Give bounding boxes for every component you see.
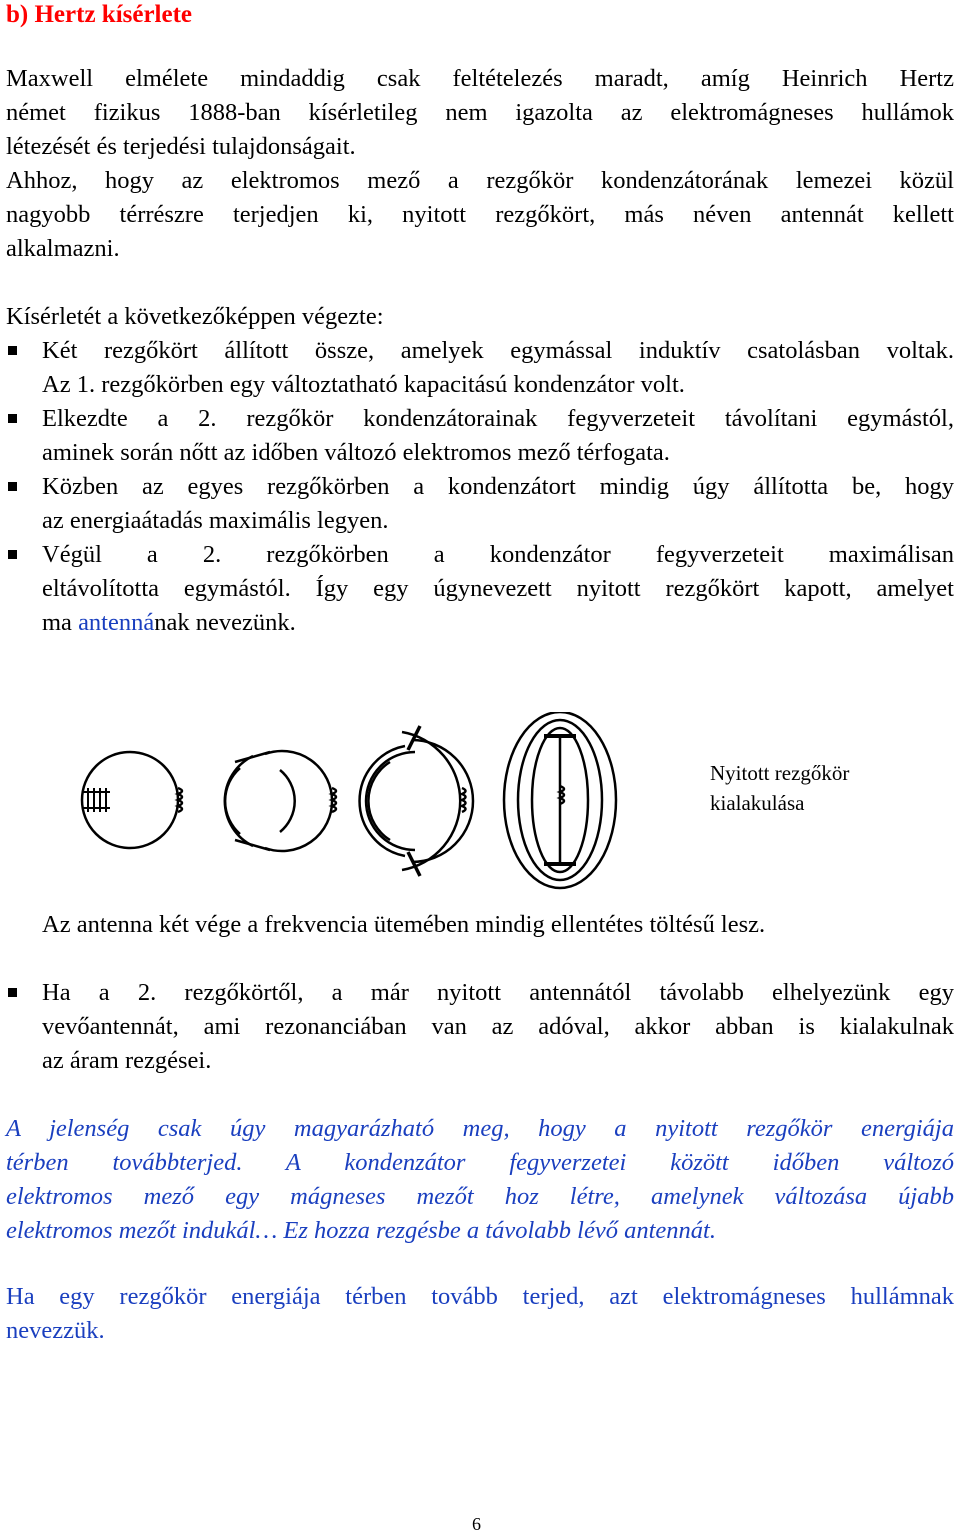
figure-caption-line: Nyitott rezgőkör [710, 761, 850, 785]
bullet-line: eltávolította egymástól. Így egy úgynevezett nyitott rezgőkört kapott, amelyet [42, 575, 954, 602]
bullet-item [6, 334, 954, 402]
intro-line: német fizikus 1888-ban kísérletileg nem igazolta az elektromágneses hullámok [6, 99, 954, 126]
page-number: 6 [472, 1514, 481, 1534]
bullet-item-receiver [6, 976, 954, 1078]
bullet-line-last [42, 609, 296, 636]
bullet-line: vevőantennát, ami rezonanciában van az adóval, akkor abban is kialakulnak [42, 1013, 954, 1040]
bullet-line: Elkezdte a 2. rezgőkör kondenzátorainak fegyverzeteit távolítani egymástól, [42, 405, 954, 432]
antenna-line: nagyobb térrészre terjedjen ki, nyitott rezgőkört, más néven antennát kellett [6, 201, 954, 228]
antenna-line: alkalmazni. [6, 235, 120, 262]
stage-closed-circuit [82, 752, 182, 848]
antenna-line: Ahhoz, hogy az elektromos mező a rezgőkör kondenzátorának lemezei közül [6, 167, 954, 194]
bullet-line: Végül a 2. rezgőkörben a kondenzátor fegyverzeteit maximálisan [42, 541, 954, 568]
antenna-paragraph [6, 164, 954, 266]
stage-opening-circuit [225, 751, 336, 851]
bullet-square-icon [8, 482, 17, 491]
antenna-ends-text [42, 908, 954, 942]
text-fragment: nak nevezünk. [154, 609, 296, 636]
explanation-line: A jelenség csak úgy magyarázható meg, hogy a nyitott rezgőkör energiája [6, 1115, 954, 1142]
bullet-square-icon [8, 346, 17, 355]
bullet-line: Közben az egyes rezgőkörben a kondenzátort mindig úgy állította be, hogy [42, 473, 954, 500]
text-fragment: ma [42, 609, 79, 636]
experiment-intro [6, 300, 954, 334]
bullet-square-icon [8, 414, 17, 423]
stage-antenna [504, 712, 616, 888]
antenna-term: antenná [78, 609, 155, 636]
bullet-square-icon [8, 988, 17, 997]
bullet-line: aminek során nőtt az időben változó elektromos mező térfogata. [42, 439, 670, 466]
antenna-ends-line: Az antenna két vége a frekvencia ütemében mindig ellentétes töltésű lesz. [42, 911, 766, 938]
stage-opened-circuit [360, 726, 473, 876]
section-heading: b) Hertz kísérlete [6, 1, 193, 28]
definition-line: Ha egy rezgőkör energiája térben tovább terjed, azt elektromágneses hullámnak [6, 1283, 954, 1310]
bullet-line: Az 1. rezgőkörben egy változtatható kapacitású kondenzátor volt. [42, 371, 685, 398]
experiment-intro-text: Kísérletét a következőképpen végezte: [6, 303, 384, 330]
explanation-line: térben továbbterjed. A kondenzátor fegyverzetei között időben változó [6, 1149, 954, 1176]
bullet-line: az energiaátadás maximális legyen. [42, 507, 389, 534]
intro-paragraph [6, 62, 954, 164]
figure-caption [710, 758, 849, 818]
bullet-item [6, 470, 954, 538]
bullet-line: Ha a 2. rezgőkörtől, a már nyitott antennától távolabb elhelyezünk egy [42, 979, 954, 1006]
bullet-line: Két rezgőkört állított össze, amelyek egymással induktív csatolásban voltak. [42, 337, 954, 364]
bullet-line: az áram rezgései. [42, 1047, 212, 1074]
bullet-item [6, 538, 954, 640]
explanation-line: elektromos mezőt indukál… Ez hozza rezgésbe a távolabb lévő antennát. [6, 1217, 716, 1244]
figure-caption-line: kialakulása [710, 791, 805, 815]
bullet-square-icon [8, 550, 17, 559]
open-circuit-diagram [70, 712, 630, 902]
explanation-paragraph [6, 1112, 954, 1248]
intro-line: létezését és terjedési tulajdonságait. [6, 133, 356, 160]
intro-line: Maxwell elmélete mindaddig csak feltételezés maradt, amíg Heinrich Hertz [6, 65, 954, 92]
bullet-item [6, 402, 954, 470]
definition-paragraph [6, 1280, 954, 1348]
explanation-line: elektromos mező egy mágneses mezőt hoz létre, amelynek változása újabb [6, 1183, 954, 1210]
definition-line: nevezzük. [6, 1317, 105, 1344]
